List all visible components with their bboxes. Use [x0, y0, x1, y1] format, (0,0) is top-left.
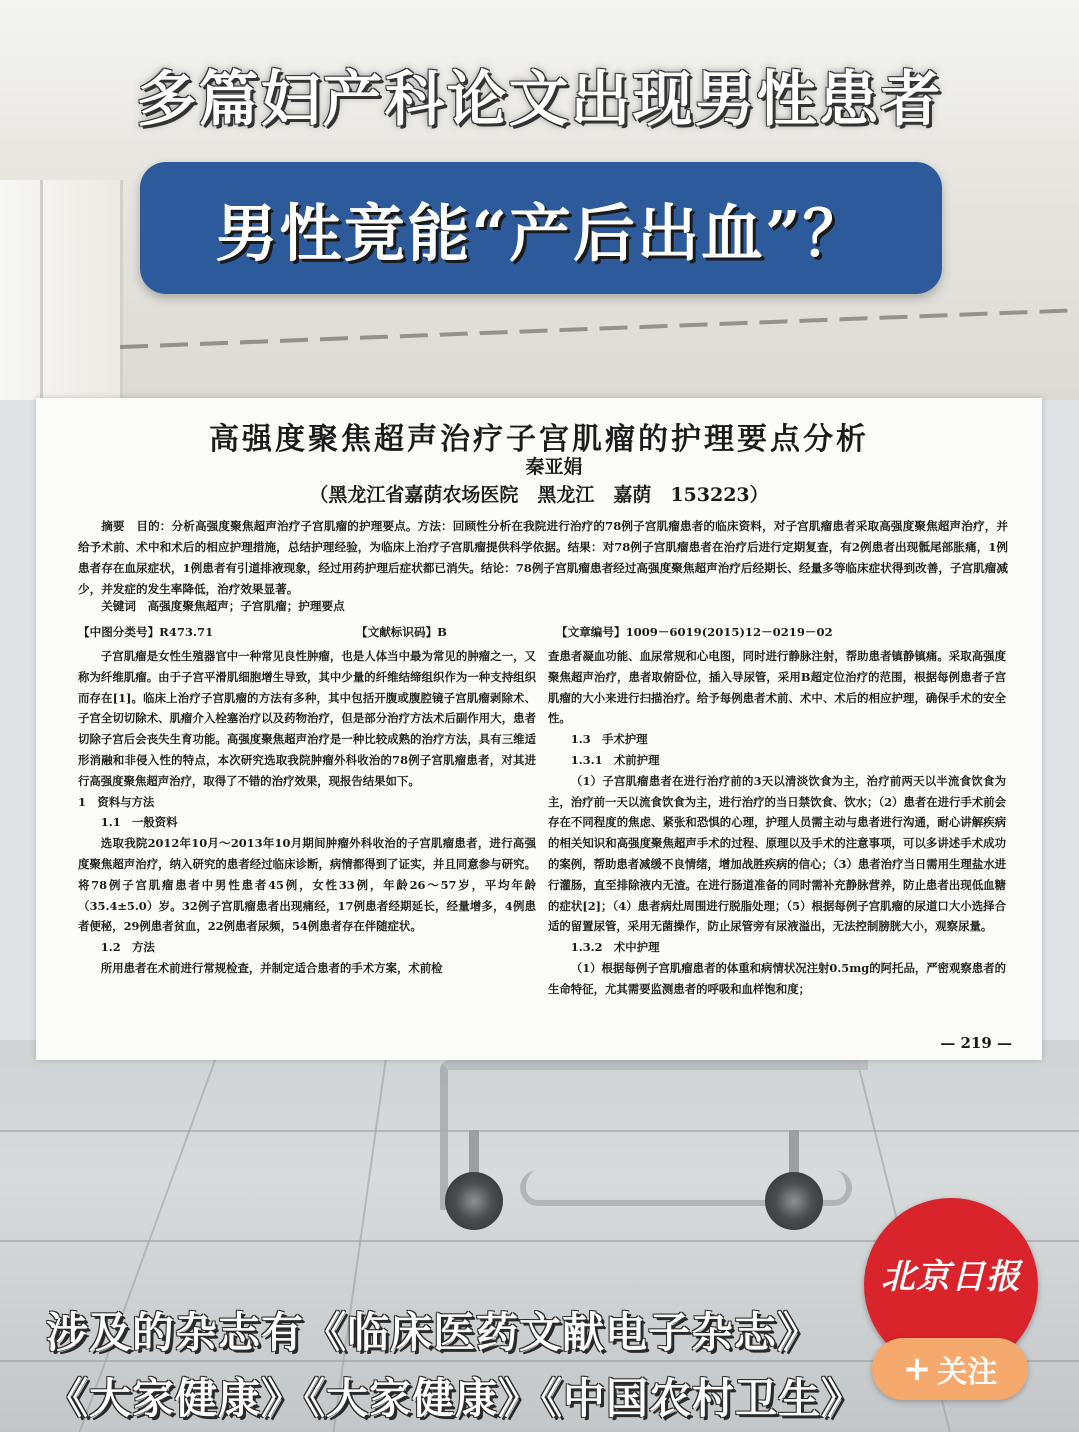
- paper-subsection-heading: 1.3.2 术中护理: [570, 940, 660, 955]
- paper-affiliation: （黑龙江省嘉荫农场医院 黑龙江 嘉荫 153223）: [309, 484, 769, 506]
- paper-article-number: 【文章编号】1009－6019(2015)12－0219－02: [556, 625, 833, 639]
- background-window: [0, 180, 123, 400]
- paper-subsection-heading: 1.3 手术护理: [570, 732, 648, 747]
- caption-line-1: 涉及的杂志有《临床医药文献电子杂志》: [46, 1308, 821, 1357]
- paper-paragraph: 所用患者在术前进行常规检查，并制定适合患者的手术方案，术前检: [100, 960, 443, 975]
- plus-icon: +: [902, 1349, 932, 1389]
- bed-wheel-post: [469, 1130, 479, 1175]
- paper-scan: [36, 398, 1042, 1060]
- paper-subsection-heading: 1.3.1 术前护理: [570, 752, 660, 767]
- paper-keywords: 关键词 高强度聚焦超声；子宫肌瘤；护理要点: [101, 599, 345, 613]
- bed-wheel-post: [789, 1130, 799, 1175]
- paper-right-column: [548, 646, 1006, 1000]
- paper-document-code: 【文献标识码】B: [356, 625, 447, 639]
- brand-name: 北京日报: [881, 1256, 1021, 1297]
- follow-button-label: 关注: [937, 1355, 998, 1390]
- follow-button[interactable]: [872, 1338, 1028, 1400]
- paper-section-heading: 1 资料与方法: [78, 794, 155, 809]
- paper-paragraph: （1）根据每例子宫肌瘤患者的体重和病情状况注射0.5mg的阿托品，严密观察患者的生命特征，尤其需要监测患者的呼吸和血样饱和度；: [548, 960, 1006, 996]
- paper-abstract: 摘要 目的：分析高强度聚焦超声治疗子宫肌瘤的护理要点。方法：回顾性分析在我院进行治疗的78例子宫肌瘤患者的临床资料，对子宫肌瘤患者采取高强度聚焦超声治疗，并给予术前、术中和术后的相应护理措施，总结护理经验，为临床上治疗子宫肌瘤提供科学依据。结果：对78例子宫肌瘤患者在治疗后进行定期复查，有2例患者出现骶尾部胀痛，1例患者存在血尿症状，1例患者有引道排液现象，经过用药护理后症状都已消失。结论：78例子宫肌瘤患者经过高强度聚焦超声治疗后经期长、经量多等临床症状得到改善，子宫肌瘤减少，并发症的发生率降低，治疗效果显著。: [78, 519, 1008, 596]
- paper-title: 高强度聚焦超声治疗子宫肌瘤的护理要点分析: [209, 422, 869, 457]
- bed-wheel: [445, 1172, 503, 1230]
- paper-author: 秦亚娟: [525, 456, 583, 478]
- paper-paragraph: （1）子宫肌瘤患者在进行治疗前的3天以清淡饮食为主，治疗前两天以半流食饮食为主，治疗前一天以流食饮食为主，进行治疗的当日禁饮食、饮水；（2）患者在进行手术前会存在不同程度的焦虑、紧张和恐惧的心理，护理人员需主动与患者进行沟通，耐心讲解疾病的相关知识和高强度聚焦超声手术的过程、原理以及手术的注意事项，可以多讲述手术成功的案例，帮助患者减缓不良情绪，增加战胜疾病的信心；（3）患者治疗当日需用生理盐水进行灌肠，直至排除液内无渣。在进行肠道准备的同时需补充静脉营养，防止患者出现低血糖的症状[2]；（4）患者病灶周围进行脱脂处理；（5）根据每例子宫肌瘤的尿道口大小选择合适的留置尿管，采用无菌操作，防止尿管旁有尿液溢出，无法控制膀胱大小，观察尿量。: [548, 773, 1006, 934]
- paper-paragraph: 选取我院2012年10月～2013年10月期间肿瘤外科收治的子宫肌瘤患者，进行高强度聚焦超声治疗，纳入研究的患者经过临床诊断，病情都得到了证实，并且同意参与研究。将78例子宫肌瘤患者中男性患者45例，女性33例，年龄26～57岁，平均年龄（35.4±5.0）岁。32例子宫肌瘤患者出现痛经，17例患者经期延长，经量增多，4例患者便秘，29例患者贫血，22例患者尿频，54例患者存在伴随症状。: [78, 836, 536, 934]
- paper-page-number: — 219 —: [940, 1034, 1012, 1052]
- paper-left-column: [78, 646, 536, 979]
- paper-paragraph: 子宫肌瘤是女性生殖器官中一种常见良性肿瘤，也是人体当中最为常见的肿瘤之一，又称为纤维肌瘤。由于子宫平滑肌细胞增生导致，其中少量的纤维结缔组织作为一种支持组织而存在[1]。临床上治疗子宫肌瘤的方法有多种，其中包括开腹或腹腔镜子宫肌瘤剥除术、子宫全切切除术、肌瘤介入栓塞治疗以及药物治疗，但是部分治疗方法术后副作用大，患者切除子宫后会丧失生育功能。高强度聚焦超声治疗是一种比较成熟的治疗方法，具有三维适形消融和非侵入性的特点，本次研究选取我院肿瘤外科收治的78例子宫肌瘤患者，对其进行高强度聚焦超声治疗，取得了不错的治疗效果，现报告结果如下。: [78, 649, 536, 788]
- paper-class-number: 【中图分类号】R473.71: [78, 625, 214, 639]
- caption-line-2: 《大家健康》《大家健康》《中国农村卫生》: [46, 1374, 865, 1423]
- paper-subsection-heading: 1.1 一般资料: [100, 815, 178, 830]
- headline: 多篇妇产科论文出现男性患者: [136, 65, 943, 135]
- paper-subsection-heading: 1.2 方法: [100, 940, 155, 955]
- paper-paragraph: 查患者凝血功能、血尿常规和心电图，同时进行静脉注射，帮助患者镇静镇痛。采取高强度聚焦超声治疗，患者取俯卧位，插入导尿管，采用B超定位治疗的范围，根据每例患者子宫肌瘤的大小来进行扫描治疗。给予每例患者术前、术中、术后的相应护理，确保手术的安全性。: [548, 649, 1006, 726]
- subtitle-banner: [140, 162, 942, 294]
- subtitle-text: 男性竟能“产后出血”？: [215, 196, 867, 270]
- bed-wheel: [765, 1172, 823, 1230]
- paper-meta: [78, 624, 1008, 644]
